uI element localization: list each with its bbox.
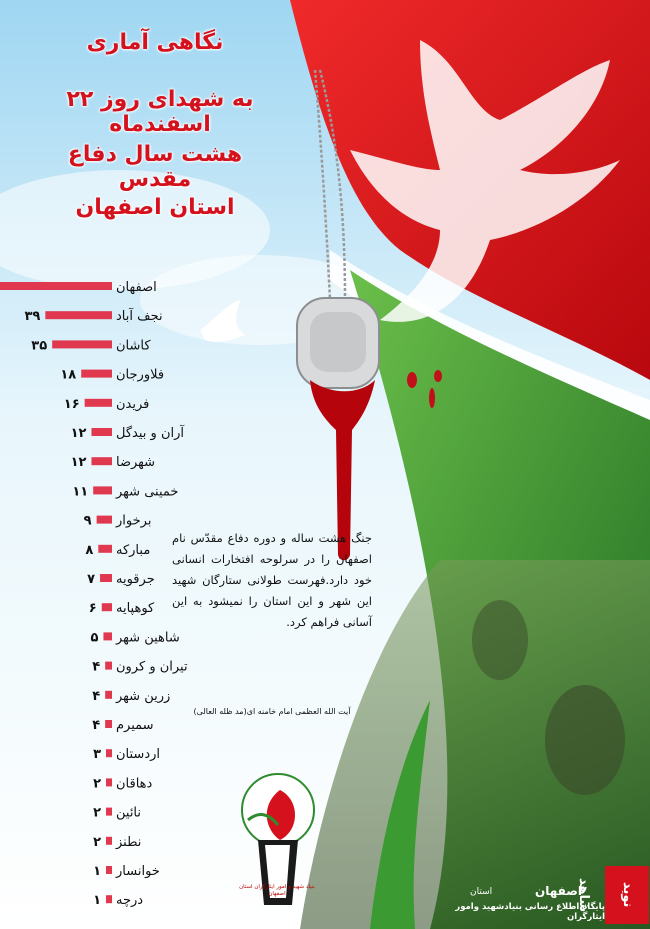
category-label-8: برخوار — [116, 513, 152, 529]
category-label-18: نائین — [116, 805, 142, 821]
bar-16 — [106, 749, 112, 757]
value-label-20: ۱ — [93, 864, 101, 879]
value-label-9: ۸ — [85, 542, 94, 558]
title-line-2: به شهدای روز ۲۲ اسفندماه — [66, 87, 254, 137]
leader-quote: جنگ هشت ساله و دوره دفاع مقدّس نام اصفهان را در سرلوحه افتخارات انسانی خود دارد.فهرست طولانی ستارگان شهید این شهر و این استان را نمیشود به این آسانی فراهم کرد. — [172, 531, 372, 629]
bar-0 — [0, 282, 112, 290]
title-line-1: نگاهی آماری — [86, 30, 224, 55]
bar-8 — [97, 516, 112, 524]
bar-20 — [106, 866, 112, 874]
category-label-16: اردستان — [116, 747, 161, 763]
bar-9 — [98, 545, 112, 553]
value-label-10: ۷ — [87, 572, 96, 587]
brand-line-2: اصفهان — [535, 884, 583, 898]
value-label-7: ۱۱ — [72, 484, 89, 500]
bar-4 — [85, 399, 112, 407]
category-label-13: تیران و کرون — [116, 659, 188, 675]
bar-1 — [45, 311, 112, 319]
value-label-16: ۳ — [93, 747, 101, 763]
bar-10 — [100, 574, 112, 582]
value-label-1: ۳۹ — [24, 309, 41, 325]
value-label-14: ۴ — [92, 688, 101, 704]
value-label-12: ۵ — [90, 630, 99, 646]
value-label-21: ۱ — [93, 893, 101, 909]
value-label-11: ۶ — [88, 601, 97, 617]
category-label-15: سمیرم — [116, 718, 154, 733]
logo-caption: بنیاد شهید و امور ایثارگران استان اصفهان — [239, 884, 315, 897]
category-label-21: درچه — [116, 893, 144, 909]
category-label-6: شهرضا — [116, 455, 156, 471]
category-label-9: مبارکه — [116, 542, 151, 558]
bar-18 — [106, 808, 112, 816]
category-label-7: خمینی شهر — [116, 484, 179, 500]
category-label-0: اصفهان — [116, 280, 157, 295]
brand-line-3: استان — [470, 887, 493, 897]
bar-13 — [105, 662, 112, 670]
quote-source: آیت الله العظمی امام خامنه ای(مد ظله العالی) — [193, 707, 351, 716]
category-label-20: خوانسار — [116, 864, 160, 879]
bar-2 — [52, 340, 112, 348]
value-label-15: ۴ — [92, 718, 101, 733]
bar-19 — [106, 837, 112, 845]
brand-line-1: پایگاه اطلاع رسانی بنیادشهید وامور ایثارگران — [455, 902, 605, 922]
category-label-2: کاشان — [116, 338, 151, 354]
category-label-17: دهاقان — [116, 776, 153, 792]
category-label-1: نجف آباد — [116, 309, 163, 325]
value-label-3: ۱۸ — [60, 367, 77, 383]
bar-14 — [105, 691, 112, 699]
bar-12 — [103, 632, 112, 640]
category-label-4: فریدن — [116, 396, 150, 412]
category-label-11: کوهپایه — [116, 601, 155, 617]
category-label-10: جرقویه — [116, 572, 155, 587]
bar-7 — [93, 486, 112, 494]
value-label-19: ۲ — [93, 834, 101, 850]
value-label-17: ۲ — [93, 776, 101, 792]
bar-11 — [102, 603, 112, 611]
value-label-2: ۳۵ — [31, 338, 48, 354]
bar-6 — [91, 457, 112, 465]
bar-3 — [81, 370, 112, 378]
value-label-6: ۱۲ — [70, 455, 87, 471]
navid-shahed-badge: نوید شاهد — [605, 866, 649, 924]
value-label-13: ۴ — [92, 659, 101, 675]
value-label-4: ۱۶ — [63, 396, 80, 412]
category-label-14: زرین شهر — [116, 688, 171, 704]
category-label-12: شاهین شهر — [116, 630, 180, 646]
bar-5 — [91, 428, 112, 436]
value-label-5: ۱۲ — [70, 426, 87, 441]
title-line-3: هشت سال دفاع مقدس — [67, 142, 243, 192]
bar-21 — [106, 895, 112, 903]
category-label-19: نطنز — [116, 834, 142, 850]
value-label-8: ۹ — [83, 513, 92, 529]
title-line-4: استان اصفهان — [75, 195, 235, 220]
bar-17 — [106, 778, 112, 786]
value-label-18: ۲ — [93, 805, 101, 821]
category-label-5: آران و بیدگل — [116, 426, 184, 441]
category-label-3: فلاورجان — [116, 367, 165, 383]
bar-15 — [105, 720, 112, 728]
